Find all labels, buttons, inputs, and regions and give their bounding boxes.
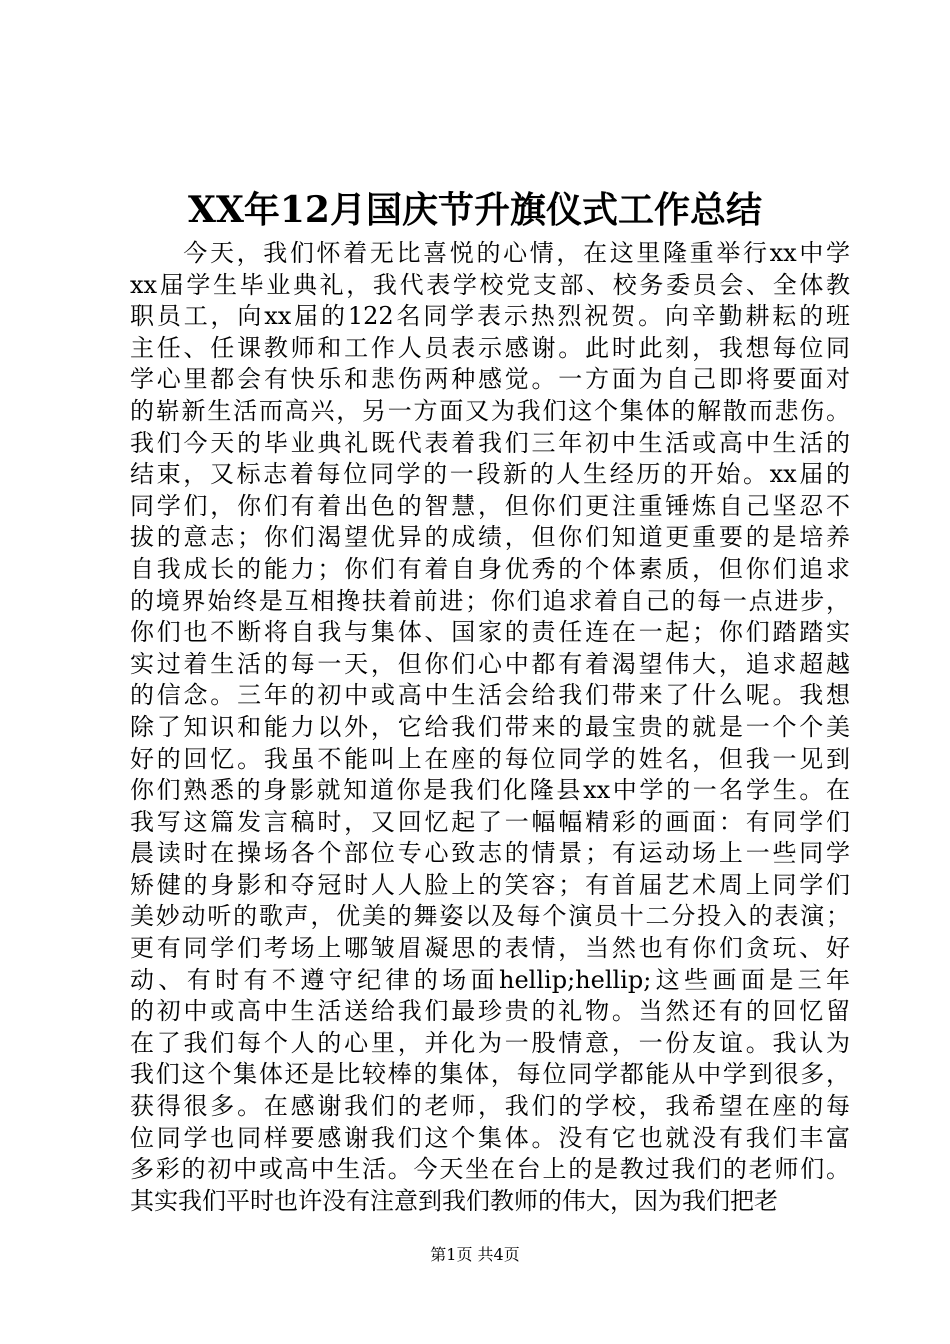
paragraph-line: 更有同学们考场上哪皱眉凝思的表情，当然也有你们贪玩、好	[130, 934, 850, 963]
document-body	[130, 238, 850, 1217]
paragraph-line: 学心里都会有快乐和悲伤两种感觉。一方面为自己即将要面对	[130, 365, 850, 394]
paragraph-line: 我们今天的毕业典礼既代表着我们三年初中生活或高中生活的	[130, 428, 850, 457]
document-title: XX年12月国庆节升旗仪式工作总结	[188, 189, 762, 231]
paragraph-line: 的崭新生活而高兴，另一方面又为我们这个集体的解散而悲伤。	[130, 396, 850, 425]
paragraph-line: 你们也不断将自我与集体、国家的责任连在一起；你们踏踏实	[130, 618, 850, 647]
paragraph-line: 多彩的初中或高中生活。今天坐在台上的是教过我们的老师们。	[130, 1155, 850, 1184]
paragraph-line: 晨读时在操场各个部位专心致志的情景；有运动场上一些同学	[130, 839, 850, 868]
paragraph-line: 位同学也同样要感谢我们这个集体。没有它也就没有我们丰富	[130, 1123, 850, 1152]
paragraph-line: 主任、任课教师和工作人员表示感谢。此时此刻，我想每位同	[130, 333, 850, 362]
paragraph-line: 结束，又标志着每位同学的一段新的人生经历的开始。xx届的	[130, 460, 850, 489]
paragraph-line: 职员工，向xx届的122名同学表示热烈祝贺。向辛勤耕耘的班	[130, 302, 850, 331]
paragraph-line: 自我成长的能力；你们有着自身优秀的个体素质，但你们追求	[130, 554, 850, 583]
paragraph-line: 同学们，你们有着出色的智慧，但你们更注重锤炼自己坚忍不	[130, 491, 850, 520]
paragraph-line: 除了知识和能力以外，它给我们带来的最宝贵的就是一个个美	[130, 712, 850, 741]
paragraph-line: 其实我们平时也许没有注意到我们教师的伟大，因为我们把老	[130, 1186, 778, 1215]
paragraph-line: 矫健的身影和夺冠时人人脸上的笑容；有首届艺术周上同学们	[130, 870, 850, 899]
page-footer: 第1页 共4页	[430, 1245, 520, 1264]
paragraph-line: 在了我们每个人的心里，并化为一股情意，一份友谊。我认为	[130, 1028, 850, 1057]
paragraph-line: 好的回忆。我虽不能叫上在座的每位同学的姓名，但我一见到	[130, 744, 850, 773]
paragraph-line: 今天，我们怀着无比喜悦的心情，在这里隆重举行xx中学	[130, 239, 850, 267]
paragraph-line: 的初中或高中生活送给我们最珍贵的礼物。当然还有的回忆留	[130, 997, 850, 1026]
paragraph-line: 获得很多。在感谢我们的老师，我们的学校，我希望在座的每	[130, 1092, 850, 1121]
paragraph-line: 动、有时有不遵守纪律的场面hellip;hellip;这些画面是三年	[130, 965, 850, 994]
paragraph-line: 我们这个集体还是比较棒的集体，每位同学都能从中学到很多，	[130, 1060, 850, 1089]
paragraph-line: xx届学生毕业典礼，我代表学校党支部、校务委员会、全体教	[130, 270, 850, 299]
paragraph-line: 的境界始终是互相搀扶着前进；你们追求着自己的每一点进步，	[130, 586, 850, 615]
paragraph-line: 我写这篇发言稿时，又回忆起了一幅幅精彩的画面：有同学们	[130, 807, 850, 836]
paragraph-line: 你们熟悉的身影就知道你是我们化隆县xx中学的一名学生。在	[130, 776, 850, 805]
paragraph-line: 的信念。三年的初中或高中生活会给我们带来了什么呢。我想	[130, 681, 850, 710]
paragraph-line: 拔的意志；你们渴望优异的成绩，但你们知道更重要的是培养	[130, 523, 850, 552]
paragraph-line: 美妙动听的歌声，优美的舞姿以及每个演员十二分投入的表演；	[130, 902, 850, 931]
paragraph-line: 实过着生活的每一天，但你们心中都有着渴望伟大，追求超越	[130, 649, 850, 678]
